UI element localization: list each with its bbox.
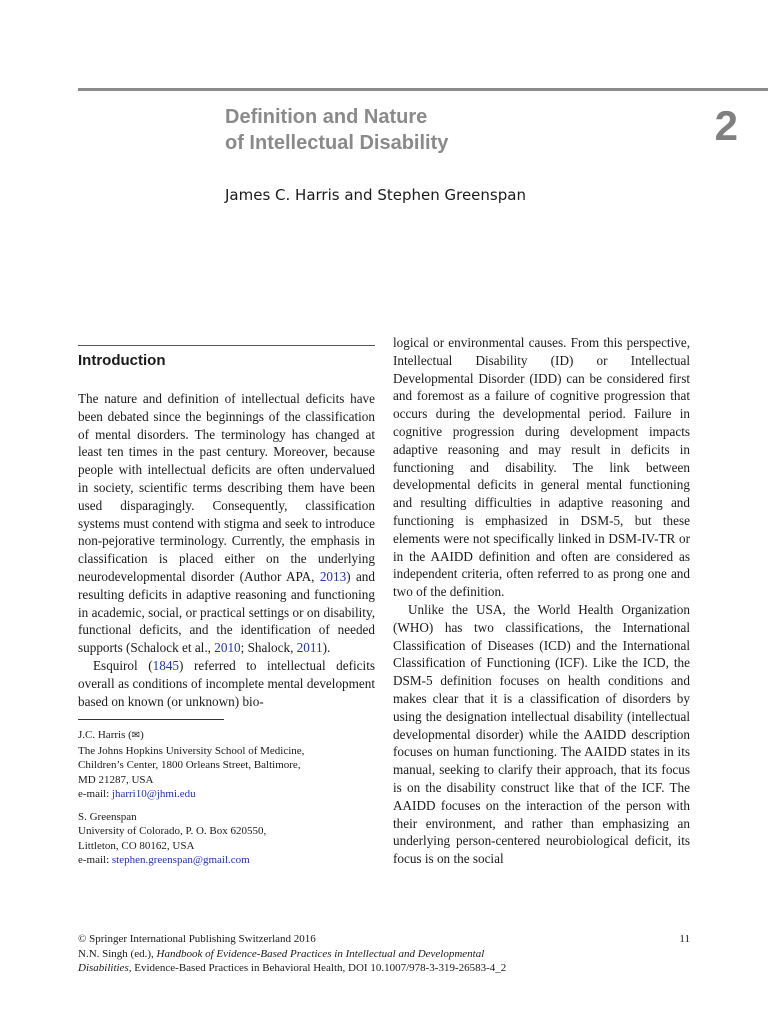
intro-paragraph-2 <box>78 657 375 710</box>
right-paragraph-1: logical or environmental causes. From this perspective, Intellectual Disability (ID) or Intellectual Developmental Disorder (IDD) can be considered first and foremost as a failure of cognitive progression that occurs during the developmental period. Failure in cognitive progression during development impacts adaptive reasoning and may result in deficits in functioning and disability. The link between developmental deficits in general mental functioning and resulting difficulties in adaptive reasoning and functioning is emphasized in DSM-5, but these elements were not specifically linked in DSM-IV-TR or in the AAIDD definition and often are considered as independent criteria, often referred to as prong one and two of the definition. <box>393 335 690 600</box>
page-number: 11 <box>679 933 690 945</box>
top-rule <box>78 88 768 91</box>
left-column <box>78 345 375 868</box>
chapter-title-line1: Definition and Nature <box>225 106 428 128</box>
author1-footnote <box>78 728 375 802</box>
citation-schalock-2010[interactable]: 2010 <box>214 640 241 656</box>
intro-p1-text-b: ) and resulting deficits in adaptive reasoning and functioning in academic, social, or practical settings or on disability, functional deficits, and the identification of needed supports (Schalock et al., <box>78 568 375 656</box>
footnote-rule <box>78 719 224 720</box>
author1-affiliation-line1: The Johns Hopkins University School of Medicine, <box>78 744 305 757</box>
author1-affiliation-line3: MD 21287, USA <box>78 773 154 786</box>
author2-email-link[interactable]: stephen.greenspan@gmail.com <box>111 854 250 867</box>
citation-shalock-2011[interactable]: 2011 <box>296 640 323 656</box>
right-column <box>393 334 690 868</box>
copyright-line: © Springer International Publishing Switzerland 2016 <box>78 933 316 945</box>
author1-name-close: ) <box>140 729 144 742</box>
author2-affiliation-line2: Littleton, CO 80162, USA <box>78 839 195 852</box>
author2-affiliation-line1: University of Colorado, P. O. Box 620550, <box>78 825 267 838</box>
author1-name: J.C. Harris ( <box>78 729 132 742</box>
chapter-number: 2 <box>714 102 738 149</box>
book-title-part1: Handbook of Evidence-Based Practices in Intellectual and Developmental <box>156 947 485 960</box>
page-footer <box>78 932 690 976</box>
author2-email-label: e-mail: <box>78 854 112 867</box>
author1-affiliation-line2: Children’s Center, 1800 Orleans Street, Baltimore, <box>78 759 301 772</box>
author2-name: S. Greenspan <box>78 810 137 823</box>
citation-esquirol-1845[interactable]: 1845 <box>152 657 180 673</box>
citation-start: N.N. Singh (ed.), <box>78 947 157 960</box>
intro-p2-text-a: Esquirol ( <box>93 657 153 673</box>
intro-p2-text-b: ) referred to intellectual deficits overall as conditions of incomplete mental development based on known (or unknown) bio- <box>78 657 375 709</box>
chapter-title-line2: of Intellectual Disability <box>225 132 449 154</box>
citation-apa-2013[interactable]: 2013 <box>319 568 347 584</box>
envelope-icon: ✉ <box>131 730 141 742</box>
intro-p1-text-c: ; Shalock, <box>240 640 297 656</box>
book-title-part2: Disabilities <box>78 962 129 974</box>
citation-line <box>78 947 690 976</box>
chapter-authors: James C. Harris and Stephen Greenspan <box>225 186 526 204</box>
author1-email-link[interactable]: jharri10@jhmi.edu <box>111 788 196 801</box>
citation-end: , Evidence-Based Practices in Behavioral Health, DOI 10.1007/978-3-319-26583-4_2 <box>128 962 507 974</box>
author2-footnote <box>78 810 375 868</box>
right-paragraph-2: Unlike the USA, the World Health Organization (WHO) has two classifications, the International Classification of Diseases (ICD) and the International Classification of Functioning (ICF). Like the ICD, the DSM-5 definition focuses on health conditions and makes clear that it is a classification of disorders by using the designation intellectual disability (intellectual developmental disorder) while the AAIDD description focuses on human functioning. The AAIDD states in its manual, seeking to clarify their approach, that its focus is on the disability construct like that of the ICF. The AAIDD focuses on the interaction of the person with their environment, and rather than emphasizing an underlying person-centered neurobiological deficit, its focus is on the social <box>393 601 690 867</box>
intro-p1-text-d: ). <box>322 640 331 656</box>
section-rule <box>78 345 375 346</box>
intro-p1-text-a: The nature and definition of intellectual deficits have been debated since the beginnings of the classification of mental disorders. The terminology has changed at least ten times in the past century. Moreover, because people with intellectual deficits are often undervalued in society, scientific terms describing them have been used disparagingly. Consequently, classification systems must contend with stigma and seek to introduce non-pejorative terminology. Currently, the emphasis in classification is placed either on the underlying neurodevelopmental disorder (Author APA, <box>78 391 375 584</box>
section-heading: Introduction <box>78 352 166 369</box>
author1-email-label: e-mail: <box>78 788 112 801</box>
chapter-title <box>225 104 665 156</box>
intro-paragraph-1 <box>78 390 375 657</box>
